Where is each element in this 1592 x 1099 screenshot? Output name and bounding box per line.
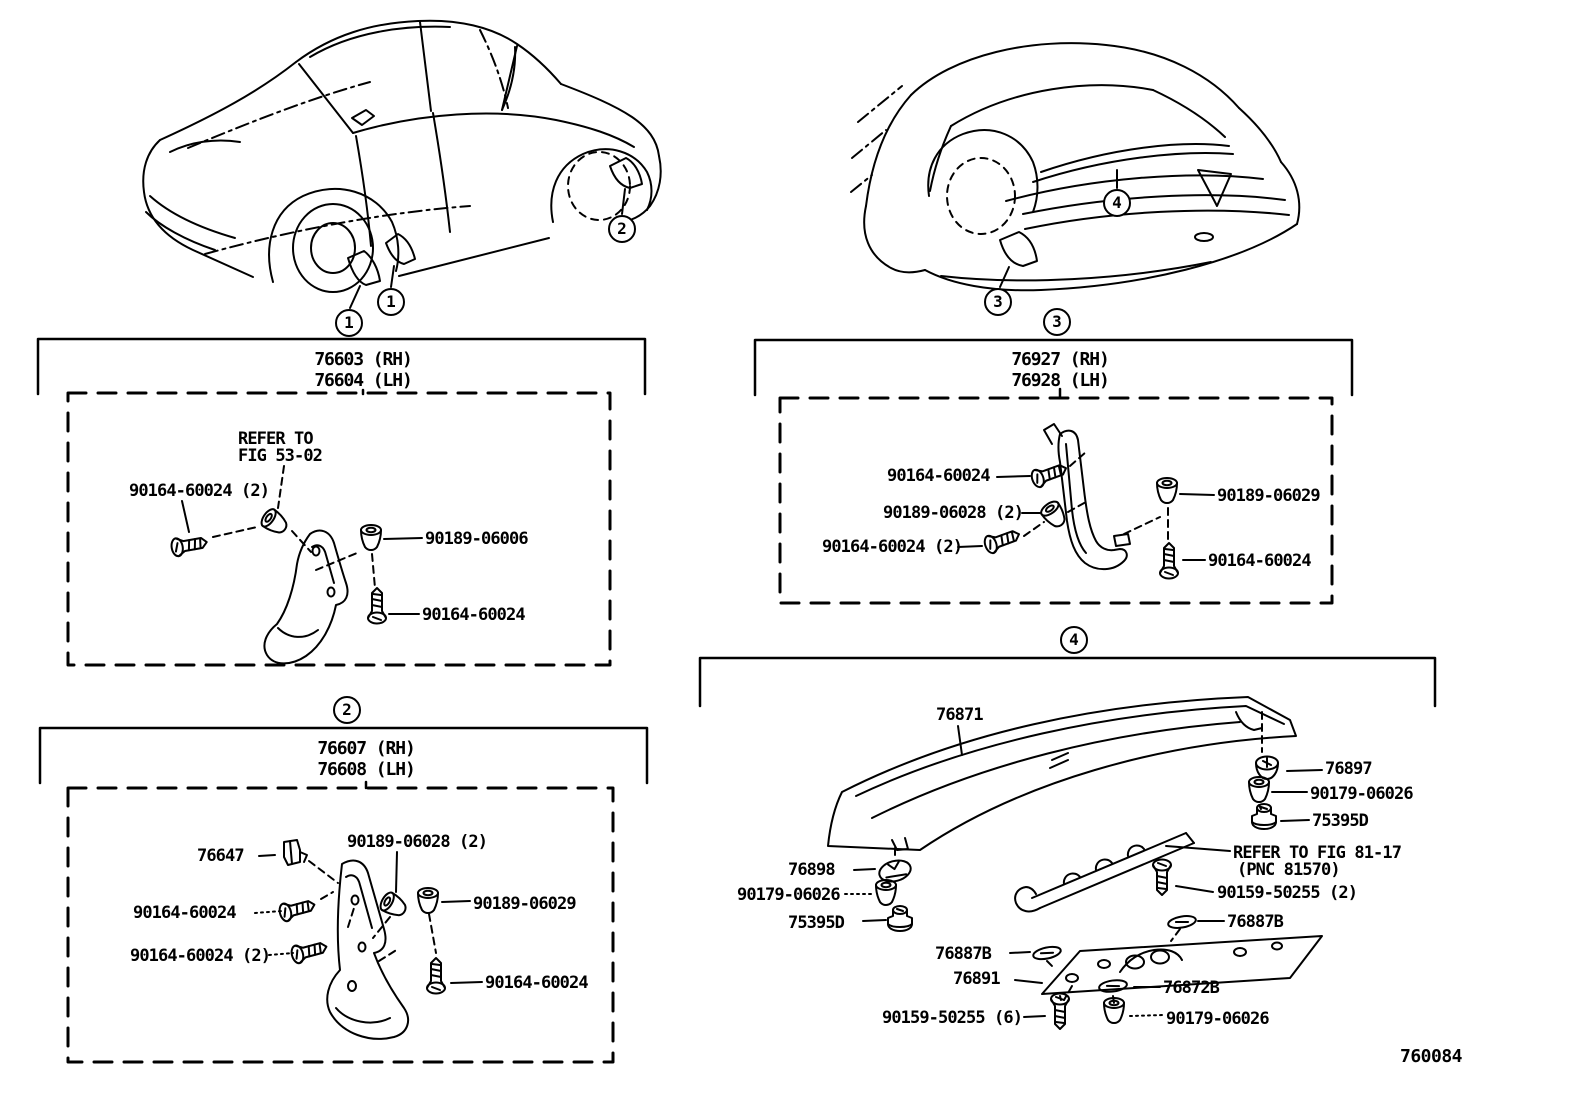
s2-label-grommet-right: 90189-06029 <box>473 894 576 914</box>
clip-icon <box>1256 757 1278 780</box>
screw-icon <box>1160 543 1178 579</box>
s4-refer-note-line1: REFER TO FIG 81-17 <box>1233 843 1402 863</box>
callout-section2: 2 <box>333 696 361 724</box>
s4-label-screw-lamp: 90159-50255 (2) <box>1217 883 1358 903</box>
spoiler-drawing <box>828 697 1296 850</box>
rear-mudguard-shape-car1 <box>610 158 642 188</box>
grommet-icon <box>259 507 291 538</box>
s4-label-clip-right: 76897 <box>1325 759 1372 779</box>
s1-label-screw-front: 90164-60024 (2) <box>129 481 270 501</box>
front-mudguard-shape-a <box>348 251 380 285</box>
section1-dashed-box <box>68 393 610 665</box>
section4-bracket <box>700 658 1435 706</box>
s1-title-lh: 76604 (LH) <box>314 370 412 391</box>
cushion-icon <box>888 906 912 931</box>
s1-title-rh: 76603 (RH) <box>314 349 412 370</box>
s4-refer-note-line2: (PNC 81570) <box>1237 860 1340 880</box>
s4-label-spoiler: 76871 <box>936 705 983 725</box>
grommet-icon <box>1249 777 1269 802</box>
s4-label-cushion-right: 75395D <box>1312 811 1369 831</box>
s2-label-grommet-pair: 90189-06028 (2) <box>347 832 488 852</box>
s1-refer-note-line1: REFER TO <box>238 429 313 449</box>
callout-rear-mudguard-3b: 3 <box>1043 308 1071 336</box>
s4-label-clip-left: 76898 <box>788 860 835 880</box>
grommet-icon <box>378 890 410 920</box>
s3-label-screw-lower: 90164-60024 <box>1208 551 1311 571</box>
gasket-icon <box>1167 914 1196 930</box>
screw-icon <box>170 533 208 557</box>
mudguard-bracket-drawing <box>1044 424 1130 569</box>
s2-title-rh: 76607 (RH) <box>317 738 415 759</box>
car-rear-view-drawing <box>851 43 1299 290</box>
s4-label-cushion-left: 75395D <box>788 913 845 933</box>
s2-label-screw-upper: 90164-60024 <box>133 903 236 923</box>
s1-label-screw-bottom: 90164-60024 <box>422 605 525 625</box>
mudguard-front-drawing <box>264 531 347 664</box>
s3-label-grommet-right: 90189-06029 <box>1217 486 1320 506</box>
screw-icon <box>983 526 1023 555</box>
rear-mudguard-shape-car2 <box>1000 232 1037 266</box>
callout-spoiler-4: 4 <box>1103 189 1131 217</box>
s2-label-screw-pair: 90164-60024 (2) <box>130 946 271 966</box>
screw-icon <box>368 588 386 624</box>
callout-rear-mudguard-2: 2 <box>608 215 636 243</box>
screw-icon <box>290 938 329 965</box>
s1-refer-note-line2: FIG 53-02 <box>238 446 323 466</box>
s4-label-gasket-left: 76887B <box>935 944 992 964</box>
s4-label-gasket-bottom: 76872B <box>1163 978 1220 998</box>
gasket-icon <box>1032 945 1062 962</box>
section2-dashed-box <box>68 788 613 1062</box>
front-mudguard-shape-b <box>386 234 415 264</box>
s3-label-screw-pair: 90164-60024 (2) <box>822 537 963 557</box>
callout-rear-mudguard-3a: 3 <box>984 288 1012 316</box>
s4-label-grommet-bottom: 90179-06026 <box>1166 1009 1269 1029</box>
s4-label-screw-bottom: 90159-50255 (6) <box>882 1008 1023 1028</box>
callout-front-mudguard-1a: 1 <box>335 309 363 337</box>
s3-label-grommet-pair: 90189-06028 (2) <box>883 503 1024 523</box>
s4-label-plate: 76891 <box>953 969 1000 989</box>
cushion-icon <box>1252 804 1276 829</box>
grommet-icon <box>1157 478 1177 503</box>
callout-section4: 4 <box>1060 626 1088 654</box>
grommet-icon <box>361 525 381 550</box>
s4-label-gasket-right: 76887B <box>1227 912 1284 932</box>
callout-front-mudguard-1b: 1 <box>377 288 405 316</box>
s4-label-grommet-right: 90179-06026 <box>1310 784 1413 804</box>
screw-icon <box>427 958 445 994</box>
clip-icon <box>284 840 307 865</box>
s4-label-grommet-left: 90179-06026 <box>737 885 840 905</box>
car-front-view-drawing <box>143 21 660 308</box>
gasket-icon <box>1098 979 1127 994</box>
s2-label-screw-lower: 90164-60024 <box>485 973 588 993</box>
s2-label-clip: 76647 <box>197 846 244 866</box>
s1-label-grommet: 90189-06006 <box>425 529 528 549</box>
s3-title-lh: 76928 (LH) <box>1011 370 1109 391</box>
figure-code: 760084 <box>1400 1046 1463 1067</box>
grommet-icon <box>418 888 438 913</box>
s2-title-lh: 76608 (LH) <box>317 759 415 780</box>
screw-icon <box>1153 860 1171 896</box>
s3-title-rh: 76927 (RH) <box>1011 349 1109 370</box>
grommet-icon <box>876 880 896 905</box>
s3-label-screw-upper: 90164-60024 <box>887 466 990 486</box>
section2-parts <box>255 840 482 1039</box>
section3-parts <box>958 424 1214 579</box>
screw-icon <box>278 896 317 923</box>
